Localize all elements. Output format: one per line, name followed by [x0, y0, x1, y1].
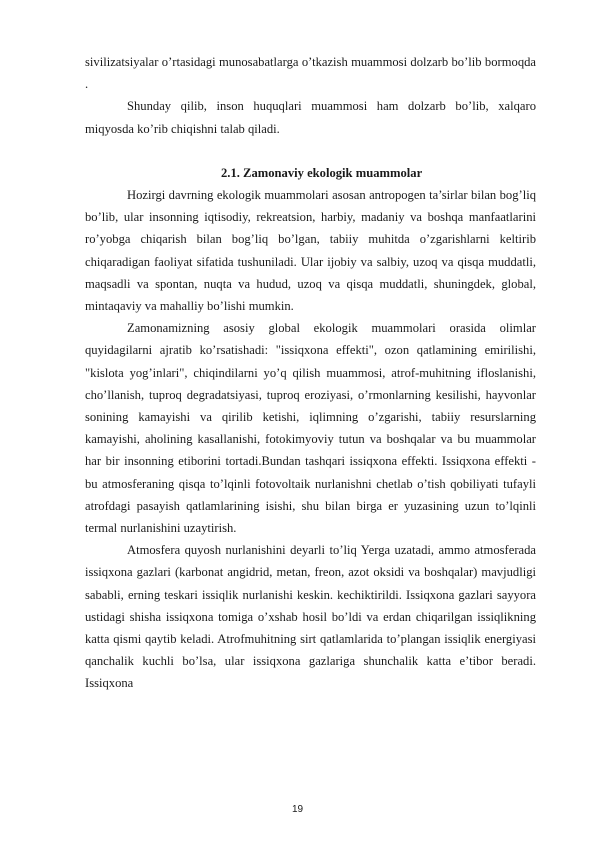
paragraph-atmosphere: Atmosfera quyosh nurlanishini deyarli to’liq Yerga uzatadi, ammo atmosferada issiqxona gazlari (karbonat angidrid, metan, freon, azot oksidi va boshqalar) mavjudligi sababli, erning teskari issiqlik nurlanishi keskin. kechiktirildi. Issiqxona gazlari sayyora ustidagi shisha issiqxona tomiga o’xshab hosil bo’ldi va erdan chiqarilgan issiqlikning katta qismi qaytib keladi. Atrofmuhitning sirt qatlamlarida to’plangan issiqlik energiyasi qanchalik kuchli bo’lsa, ular issiqxona gazlariga shunchalik katta e’tibor beradi. Issiqxona [85, 543, 536, 691]
paragraph-ecological-problems: Hozirgi davrning ekologik muammolari asosan antropogen ta’sirlar bilan bog’liq bo’lib, ular insonning iqtisodiy, rekreatsion, harbiy, madaniy va boshqa manfaatlarini ro’yobga chiqarish bilan bog’liq bo’lgan, tabiiy muhitda o’zgarishlarni keltirib chiqaradigan faoliyat sifatida tushuniladi. Ular ijobiy va salbiy, uzoq va qisqa muddatli, maqsadli va spontan, nuqta va hudud, uzoq va qisqa muddatli, shuningdek, global, mintaqaviy va mahalliy bo’lishi mumkin. [85, 188, 536, 314]
paragraph-continuation: sivilizatsiyalar o’rtasidagi munosabatlarga o’tkazish muammosi dolzarb bo’lib bormoqda . [85, 55, 536, 92]
section-heading: 2.1. Zamonaviy ekologik muammolar [221, 165, 423, 180]
page-number: 19 [291, 804, 304, 815]
body-text [85, 51, 536, 695]
paragraph-global-problems: Zamonamizning asosiy global ekologik muammolari orasida olimlar quyidagilarni ajratib ko’rsatishadi: "issiqxona effekti", ozon qatlamining emirilishi, "kislota yog’inlari", chiqindilarni yo’q qilish muammosi, atrof-muhitning ifloslanishi, cho’llanish, tuproq degradatsiyasi, tuproq eroziyasi, o’rmonlarning kesilishi, hayvonlar sonining kamayishi va qirilib ketishi, iqlimning o’zgarishi, tabiiy resurslarning kamayishi, aholining kasallanishi, fotokimyoviy tutun va boshqalar va bu muammolar har bir insonning etiborini tortadi.Bundan tashqari issiqxona effekti. Issiqxona effekti - bu atmosferaning qisqa to’lqinli fotovoltaik nurlanishni chetlab o’tish qobiliyati tufayli atrofdagi pasayish qatlamlarining isishi, shu bilan birga er yuzasining uzun to’lqinli termal nurlanishini uzaytirish. [85, 321, 536, 536]
paragraph-human-rights: Shunday qilib, inson huquqlari muammosi ham dolzarb bo’lib, xalqaro miqyosda ko’rib chiqishni talab qiladi. [85, 99, 536, 136]
